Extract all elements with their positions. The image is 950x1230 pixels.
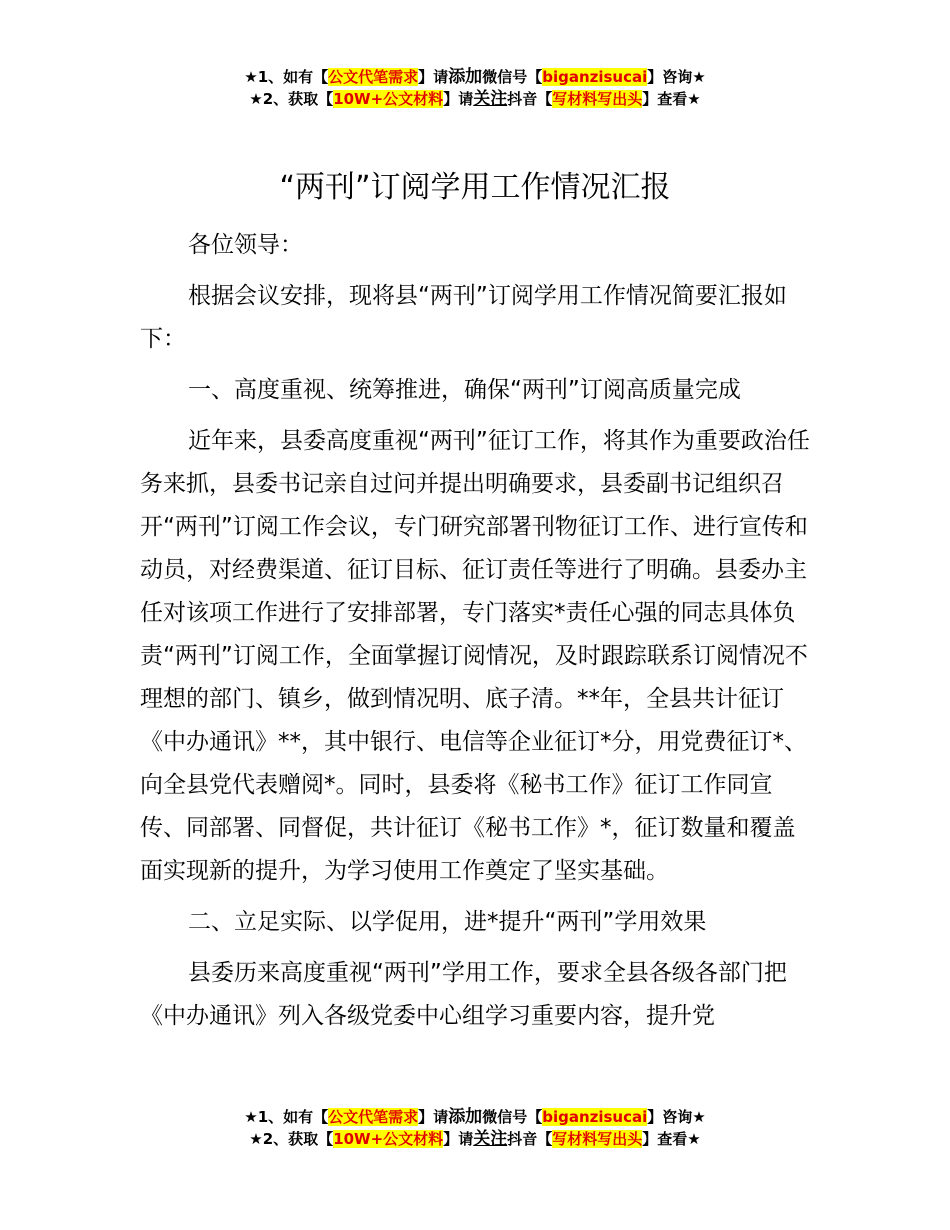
- banner-highlight: 写材料写出头: [552, 1130, 643, 1148]
- banner-line-1: [0, 66, 950, 88]
- banner-text: 】咨询★: [647, 68, 706, 86]
- banner-text: 微信号【: [482, 68, 543, 86]
- banner-text: 微信号【: [482, 1108, 543, 1126]
- document-title: “两刊”订阅学用工作情况汇报: [279, 170, 671, 205]
- banner-text: 抖音【: [507, 90, 553, 108]
- banner-text: ★1、如有【: [244, 68, 329, 86]
- banner-line-2: [0, 88, 950, 110]
- banner-text: 】咨询★: [647, 1108, 706, 1126]
- banner-text: 】请: [443, 90, 474, 108]
- banner-text: ★2、获取【: [249, 1130, 334, 1148]
- banner-highlight: biganzisucai: [542, 1108, 648, 1126]
- banner-highlight: 10W+公文材料: [333, 1130, 444, 1148]
- document-body: [140, 224, 812, 1038]
- footer-banner: [0, 1106, 950, 1150]
- banner-text: 】请: [443, 1130, 474, 1148]
- section-heading: 一、高度重视、统筹推进，确保“两刊”订阅高质量完成: [188, 377, 741, 403]
- banner-emphasis: 添加: [448, 1107, 483, 1127]
- banner-text: 】请: [418, 68, 449, 86]
- banner-text: ★2、获取【: [249, 90, 334, 108]
- banner-line-1: [0, 1106, 950, 1128]
- banner-text: 抖音【: [507, 1130, 553, 1148]
- banner-text: 】查看★: [642, 1130, 701, 1148]
- banner-highlight: biganzisucai: [542, 68, 648, 86]
- banner-text: ★1、如有【: [244, 1108, 329, 1126]
- paragraph: 近年来，县委高度重视“两刊”征订工作，将其作为重要政治任务来抓，县委书记亲自过问并提出明确要求，县委副书记组织召开“两刊”订阅工作会议，专门研究部署刊物征订工作、进行宣传和动员，对经费渠道、征订目标、征订责任等进行了明确。县委办主任对该项工作进行了安排部署，专门落实*责任心强的同志具体负责“两刊”订阅工作，全面掌握订阅情况，及时跟踪联系订阅情况不理想的部门、镇乡，做到情况明、底子清。**年，全县共计征订《中办通讯》**，其中银行、电信等企业征订*分，用党费征订*、向全县党代表赠阅*。同时，县委将《秘书工作》征订工作同宣传、同部署、同督促，共计征订《秘书工作》*，征订数量和覆盖面实现新的提升，为学习使用工作奠定了坚实基础。: [140, 428, 810, 884]
- section-heading: 二、立足实际、以学促用，进*提升“两刊”学用效果: [188, 909, 707, 935]
- banner-line-2: [0, 1128, 950, 1150]
- banner-highlight: 公文代笔需求: [328, 68, 419, 86]
- banner-text: 】请: [418, 1108, 449, 1126]
- banner-emphasis: 添加: [448, 67, 483, 87]
- banner-emphasis: 关注: [473, 89, 508, 109]
- banner-text: 】查看★: [642, 90, 701, 108]
- banner-highlight: 写材料写出头: [552, 90, 643, 108]
- banner-highlight: 10W+公文材料: [333, 90, 444, 108]
- banner-emphasis: 关注: [473, 1129, 508, 1149]
- banner-highlight: 公文代笔需求: [328, 1108, 419, 1126]
- salutation: 各位领导：: [188, 232, 303, 258]
- paragraph: 县委历来高度重视“两刊”学用工作，要求全县各级各部门把《中办通讯》列入各级党委中心组学习重要内容，提升党: [140, 960, 787, 1029]
- paragraph: 根据会议安排，现将县“两刊”订阅学用工作情况简要汇报如下：: [140, 283, 787, 352]
- header-banner: [0, 66, 950, 110]
